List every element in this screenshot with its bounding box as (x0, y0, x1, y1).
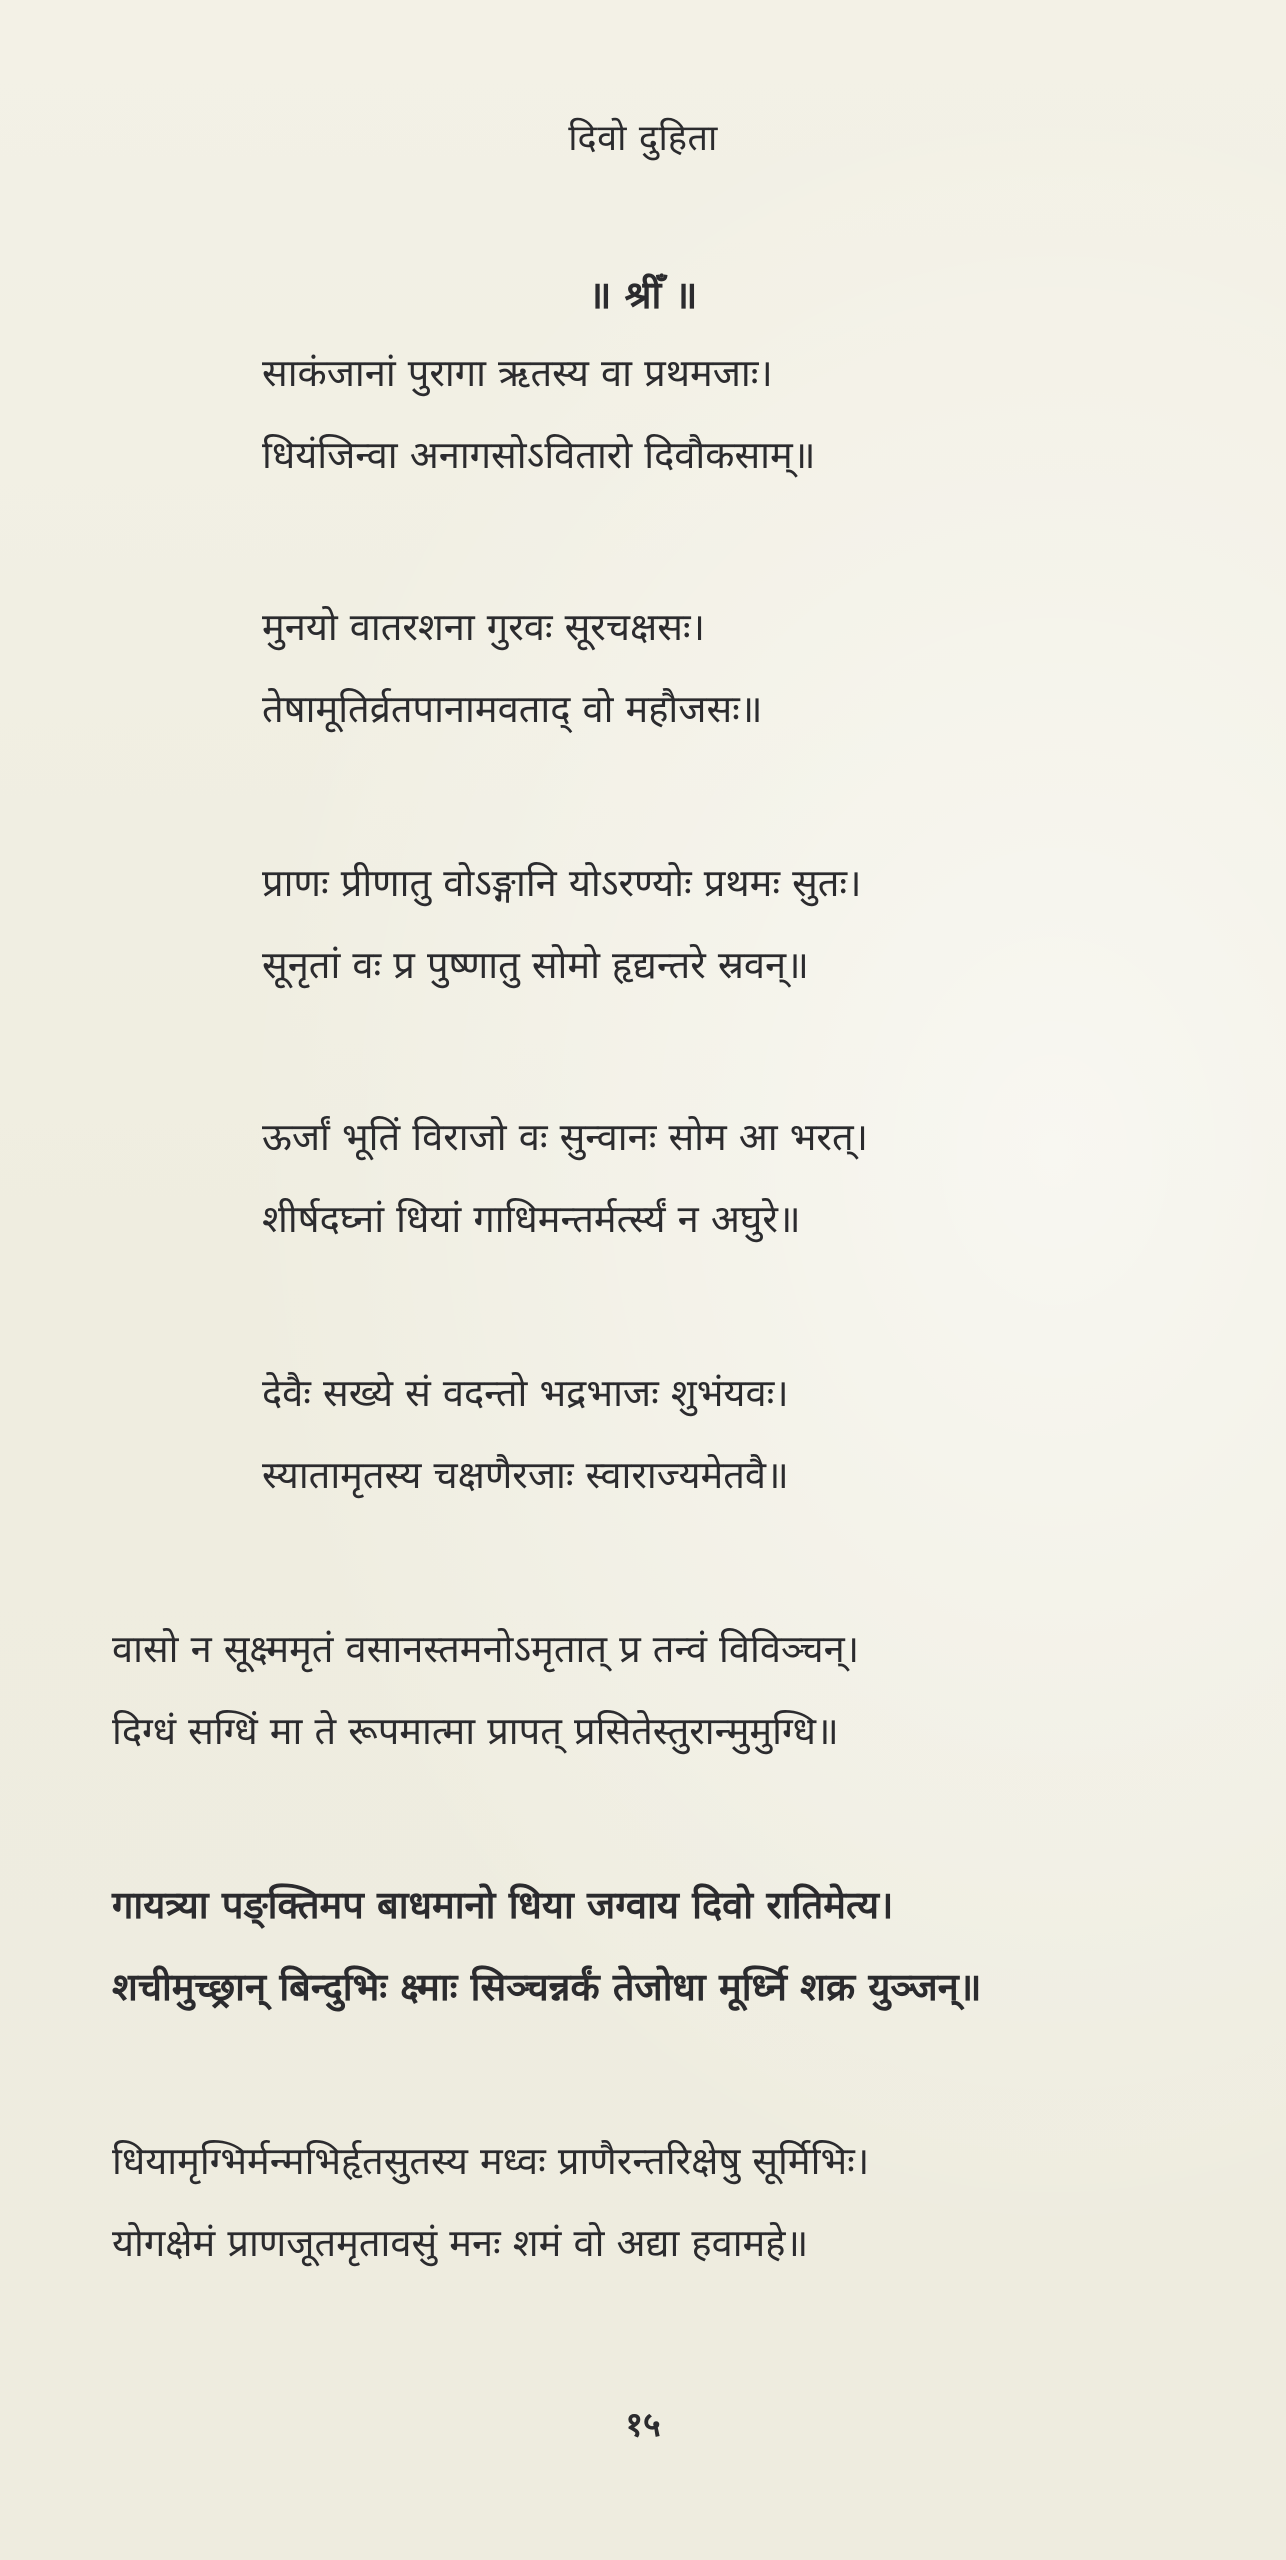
verse-line: मुनयो वातरशना गुरवः सूरचक्षसः। (262, 605, 705, 649)
verse-1 (262, 332, 815, 496)
verse-line: शीर्षदघ्नां धियां गाधिमन्तर्मर्त्स्यं न अघुरे॥ (262, 1197, 801, 1241)
verse-line: धियामृग्भिर्मन्मभिर्हृतसुतस्य मध्वः प्राणैरन्तरिक्षेषु सूर्मिभिः। (112, 2139, 870, 2183)
verse-line: धियंजिन्वा अनागसोऽवितारो दिवौकसाम्॥ (262, 433, 816, 477)
verse-line: शचीमुच्छ्रान् बिन्दुभिः क्ष्माः सिञ्चन्नर्कं तेजोधा मूर्ध्नि शक्र युञ्जन्॥ (112, 1965, 982, 2009)
invocation-heading: ॥ श्रीँ ॥ (588, 273, 698, 317)
verse-8 (112, 2120, 869, 2284)
verse-4 (262, 1096, 868, 1260)
verse-6 (112, 1608, 859, 1772)
verse-3 (262, 842, 862, 1006)
verse-line: सूनृतां वः प्र पुष्णातु सोमो हृद्यन्तरे स्रवन्॥ (262, 943, 809, 987)
verse-line: तेषामूतिर्व्रतपानामवताद् वो महौजसः॥ (262, 687, 763, 731)
verse-line: देवैः सख्ये सं वदन्तो भद्रभाजः शुभंयवः। (262, 1371, 789, 1415)
verse-line: दिग्धं सग्धिं मा ते रूपमात्मा प्रापत् प्रसितेस्तुरान्मुमुग्धि॥ (112, 1709, 839, 1753)
verse-line: स्यातामृतस्य चक्षणैरजाः स्वाराज्यमेतवै॥ (262, 1453, 789, 1497)
verse-5 (262, 1352, 789, 1516)
verse-line: वासो न सूक्ष्ममृतं वसानस्तमनोऽमृतात् प्र तन्वं विविञ्चन्। (112, 1627, 860, 1671)
page-title: दिवो दुहिता (568, 118, 718, 159)
verse-line: योगक्षेमं प्राणजूतमृतावसुं मनः शमं वो अद्या हवामहे॥ (112, 2221, 809, 2265)
verse-line: साकंजानां पुरागा ऋतस्य वा प्रथमजाः। (262, 351, 773, 395)
verse-line: गायत्र्या पङ्क्तिमप बाधमानो धिया जग्वाय दिवो रातिमेत्य। (112, 1883, 894, 1927)
verse-line: ऊर्जां भूतिं विराजो वः सुन्वानः सोम आ भरत्। (262, 1115, 869, 1159)
verse-line: प्राणः प्रीणातु वोऽङ्गानि योऽरण्योः प्रथमः सुतः। (262, 861, 862, 905)
verse-2 (262, 586, 763, 750)
page-number: १५ (625, 2405, 661, 2445)
verse-7 (112, 1864, 982, 2028)
